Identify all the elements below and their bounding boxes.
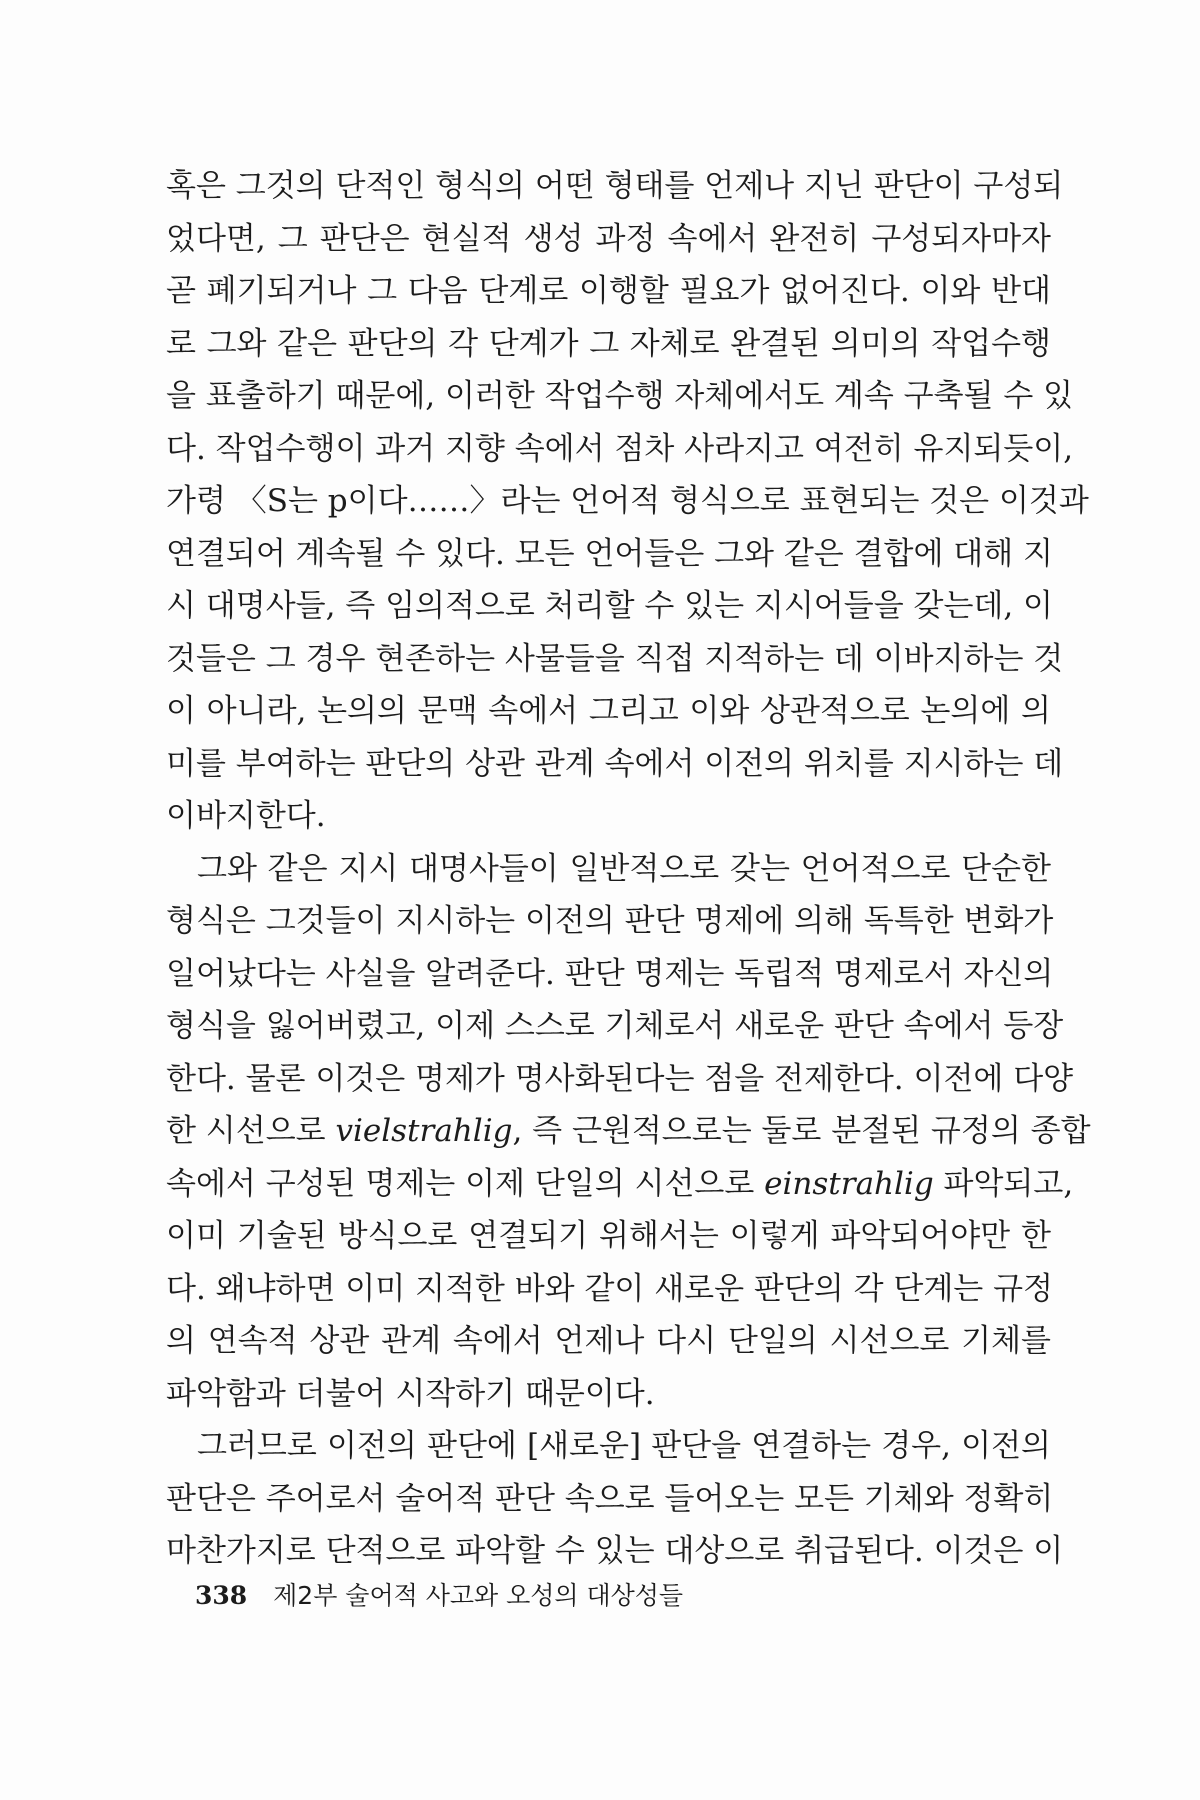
text-line: 파악함과 더불어 시작하기 때문이다. [166,1375,655,1412]
text-line: 가령 〈S는 p이다……〉라는 언어적 형식으로 표현되는 것은 이것과 [166,483,1089,519]
text-segment: 한 시선으로 [166,1113,336,1149]
text-line: 로 그와 같은 판단의 각 단계가 그 자체로 완결된 의미의 작업수행 [166,325,1051,362]
text-line: 혹은 그것의 단적인 형식의 어떤 형태를 언제나 지닌 판단이 구성되 [166,168,1064,204]
text-line-with-term [166,1105,1091,1158]
text-line: 그러므로 이전의 판단에 [새로운] 판단을 연결하는 경우, 이전의 [197,1428,1051,1464]
text-line: 이미 기술된 방식으로 연결되기 위해서는 이렇게 파악되어야만 한 [166,1218,1051,1254]
page-footer [195,1576,683,1612]
page-number: 338 [195,1581,248,1610]
text-line: 이 아니라, 논의의 문맥 속에서 그리고 이와 상관적으로 논의에 의 [166,693,1051,729]
text-line: 의 연속적 상관 관계 속에서 언제나 다시 단일의 시선으로 기체를 [166,1323,1051,1359]
running-head: 제2부 술어적 사고와 오성의 대상성들 [273,1581,684,1610]
text-line: 미를 부여하는 판단의 상관 관계 속에서 이전의 위치를 지시하는 데 [166,745,1064,782]
text-line-with-term [166,1158,1074,1211]
text-line: 형식을 잃어버렸고, 이제 스스로 기체로서 새로운 판단 속에서 등장 [166,1008,1064,1044]
text-line: 것들은 그 경우 현존하는 사물들을 직접 지적하는 데 이바지하는 것 [166,640,1064,677]
german-term: einstrahlig [764,1165,934,1202]
text-line: 곧 폐기되거나 그 다음 단계로 이행할 필요가 없어진다. 이와 반대 [166,273,1051,309]
text-line: 판단은 주어로서 술어적 판단 속으로 들어오는 모든 기체와 정확히 [166,1480,1054,1517]
text-line: 다. 작업수행이 과거 지향 속에서 점차 사라지고 여전히 유지되듯이, [166,430,1074,467]
text-segment: 속에서 구성된 명제는 이제 단일의 시선으로 [166,1165,765,1202]
text-line: 일어났다는 사실을 알려준다. 판단 명제는 독립적 명제로서 자신의 [166,955,1054,992]
text-segment: 파악되고, [933,1165,1074,1202]
text-segment: , 즉 근원적으로는 둘로 분절된 규정의 종합 [512,1113,1091,1149]
text-line: 연결되어 계속될 수 있다. 모든 언어들은 그와 같은 결합에 대해 지 [166,535,1053,572]
text-line: 마찬가지로 단적으로 파악할 수 있는 대상으로 취급된다. 이것은 이 [166,1533,1064,1569]
text-line: 형식은 그것들이 지시하는 이전의 판단 명제에 의해 독특한 변화가 [166,903,1054,939]
text-line: 었다면, 그 판단은 현실적 생성 과정 속에서 완전히 구성되자마자 [166,220,1051,257]
text-line: 시 대명사들, 즉 임의적으로 처리할 수 있는 지시어들을 갖는데, 이 [166,588,1053,624]
text-line: 그와 같은 지시 대명사들이 일반적으로 갖는 언어적으로 단순한 [197,850,1051,887]
text-line: 을 표출하기 때문에, 이러한 작업수행 자체에서도 계속 구축될 수 있 [166,378,1074,414]
text-line: 한다. 물론 이것은 명제가 명사화된다는 점을 전제한다. 이전에 다양 [166,1060,1074,1097]
text-line: 다. 왜냐하면 이미 지적한 바와 같이 새로운 판단의 각 단계는 규정 [166,1270,1053,1307]
body-text [166,160,1091,1578]
german-term: vielstrahlig [335,1113,513,1149]
text-line: 이바지한다. [166,798,326,834]
